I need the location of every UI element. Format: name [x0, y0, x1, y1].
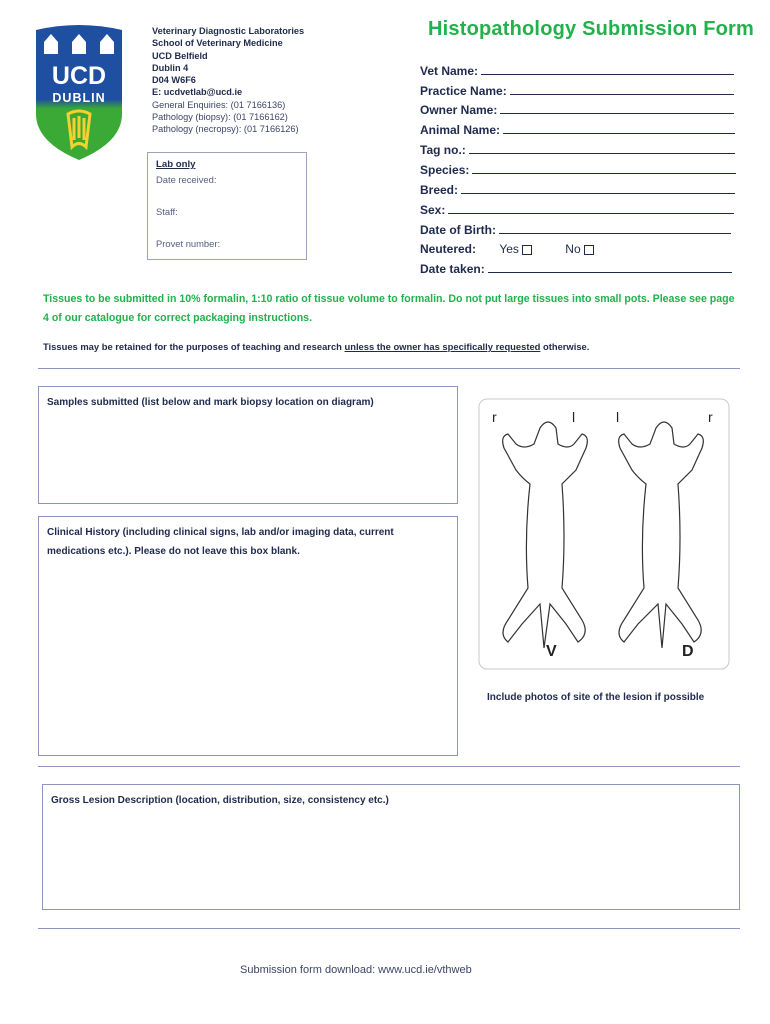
owner-name-field[interactable] [420, 103, 734, 117]
sex-input-line[interactable] [448, 203, 734, 214]
animal-name-input-line[interactable] [503, 123, 735, 134]
owner-name-label: Owner Name: [420, 103, 498, 117]
dob-label: Date of Birth: [420, 223, 496, 237]
lab-only-title: Lab only [156, 159, 196, 170]
neutered-field [420, 242, 594, 256]
photo-note: Include photos of site of the lesion if possible [487, 692, 705, 703]
date-taken-input-line[interactable] [488, 262, 732, 273]
sex-label: Sex: [420, 203, 446, 217]
address-line: D04 W6F6 [152, 75, 196, 86]
samples-label: Samples submitted (list below and mark biopsy location on diagram) [47, 397, 374, 408]
samples-box[interactable] [38, 386, 458, 504]
gross-lesion-label: Gross Lesion Description (location, distribution, size, consistency etc.) [51, 795, 389, 806]
divider [38, 928, 740, 929]
gross-lesion-box[interactable] [42, 784, 740, 910]
practice-name-field[interactable] [420, 84, 734, 98]
address-line: Dublin 4 [152, 62, 189, 73]
vet-name-label: Vet Name: [420, 64, 479, 78]
date-taken-field[interactable] [420, 262, 732, 276]
species-label: Species: [420, 163, 470, 177]
tag-no-input-line[interactable] [469, 143, 735, 154]
breed-input-line[interactable] [461, 183, 735, 194]
species-input-line[interactable] [472, 163, 736, 174]
tag-no-field[interactable] [420, 143, 735, 157]
address-line: UCD Belfield [152, 50, 208, 61]
address-line: Veterinary Diagnostic Laboratories [152, 26, 305, 36]
divider [38, 368, 740, 369]
practice-name-input-line[interactable] [510, 84, 734, 95]
retention-text-end: otherwise. [540, 341, 590, 352]
form-title: Histopathology Submission Form [428, 18, 755, 40]
vet-name-field[interactable] [420, 64, 734, 78]
vet-name-input-line[interactable] [481, 64, 734, 75]
neutered-no-checkbox[interactable] [584, 245, 594, 255]
phone-necropsy: Pathology (necropsy): (01 7166126) [152, 124, 299, 135]
address-email: E: ucdvetlab@ucd.ie [152, 87, 243, 98]
retention-notice [43, 341, 589, 352]
phone-general: General Enquiries: (01 7166136) [152, 99, 286, 110]
phone-biopsy: Pathology (biopsy): (01 7166162) [152, 112, 288, 123]
formalin-notice: Tissues to be submitted in 10% formalin, 1:10 ratio of tissue volume to formalin. Do not put large tissues into small pots. Please see page 4 of our catalogue for correct packaging instructions. [43, 293, 735, 324]
provet-number-label: Provet number: [156, 238, 221, 249]
label-left-ventral: l [572, 409, 576, 425]
date-taken-label: Date taken: [420, 262, 485, 276]
clinical-history-box[interactable] [38, 516, 458, 756]
animal-name-field[interactable] [420, 123, 735, 137]
footer-download-link[interactable]: Submission form download: www.ucd.ie/vthweb [240, 964, 472, 976]
tag-no-label: Tag no.: [420, 143, 466, 157]
lab-address [152, 25, 304, 136]
clinical-history-label: Clinical History (including clinical signs, lab and/or imaging data, current medications etc.). Please do not leave this box blank. [47, 527, 394, 557]
retention-underlined: unless the owner has specifically requested [344, 341, 541, 352]
dob-input-line[interactable] [499, 223, 731, 234]
practice-name-label: Practice Name: [420, 84, 507, 98]
ucd-logo [34, 22, 124, 162]
sex-field[interactable] [420, 203, 734, 217]
staff-label: Staff: [156, 206, 178, 217]
date-received-label: Date received: [156, 174, 217, 185]
owner-name-input-line[interactable] [500, 103, 734, 114]
neutered-no-label: No [565, 242, 581, 256]
neutered-yes-checkbox[interactable] [522, 245, 532, 255]
logo-text-ucd: UCD [51, 62, 107, 90]
retention-text: Tissues may be retained for the purposes of teaching and research [43, 341, 345, 352]
divider [38, 766, 740, 767]
address-line: School of Veterinary Medicine [152, 38, 283, 49]
animal-name-label: Animal Name: [420, 123, 501, 137]
ventral-label: V [546, 643, 557, 660]
neutered-label: Neutered: [420, 242, 477, 256]
breed-field[interactable] [420, 183, 735, 197]
label-right-dorsal: r [708, 409, 713, 425]
dorsal-label: D [682, 643, 694, 660]
dob-field[interactable] [420, 223, 731, 237]
neutered-yes-label: Yes [499, 242, 519, 256]
body-map-diagram[interactable] [478, 398, 730, 670]
breed-label: Breed: [420, 183, 459, 197]
species-field[interactable] [420, 163, 736, 177]
label-right-ventral: r [492, 409, 497, 425]
lab-only-box [147, 152, 307, 260]
logo-text-dublin: DUBLIN [52, 91, 106, 105]
label-left-dorsal: l [616, 409, 620, 425]
